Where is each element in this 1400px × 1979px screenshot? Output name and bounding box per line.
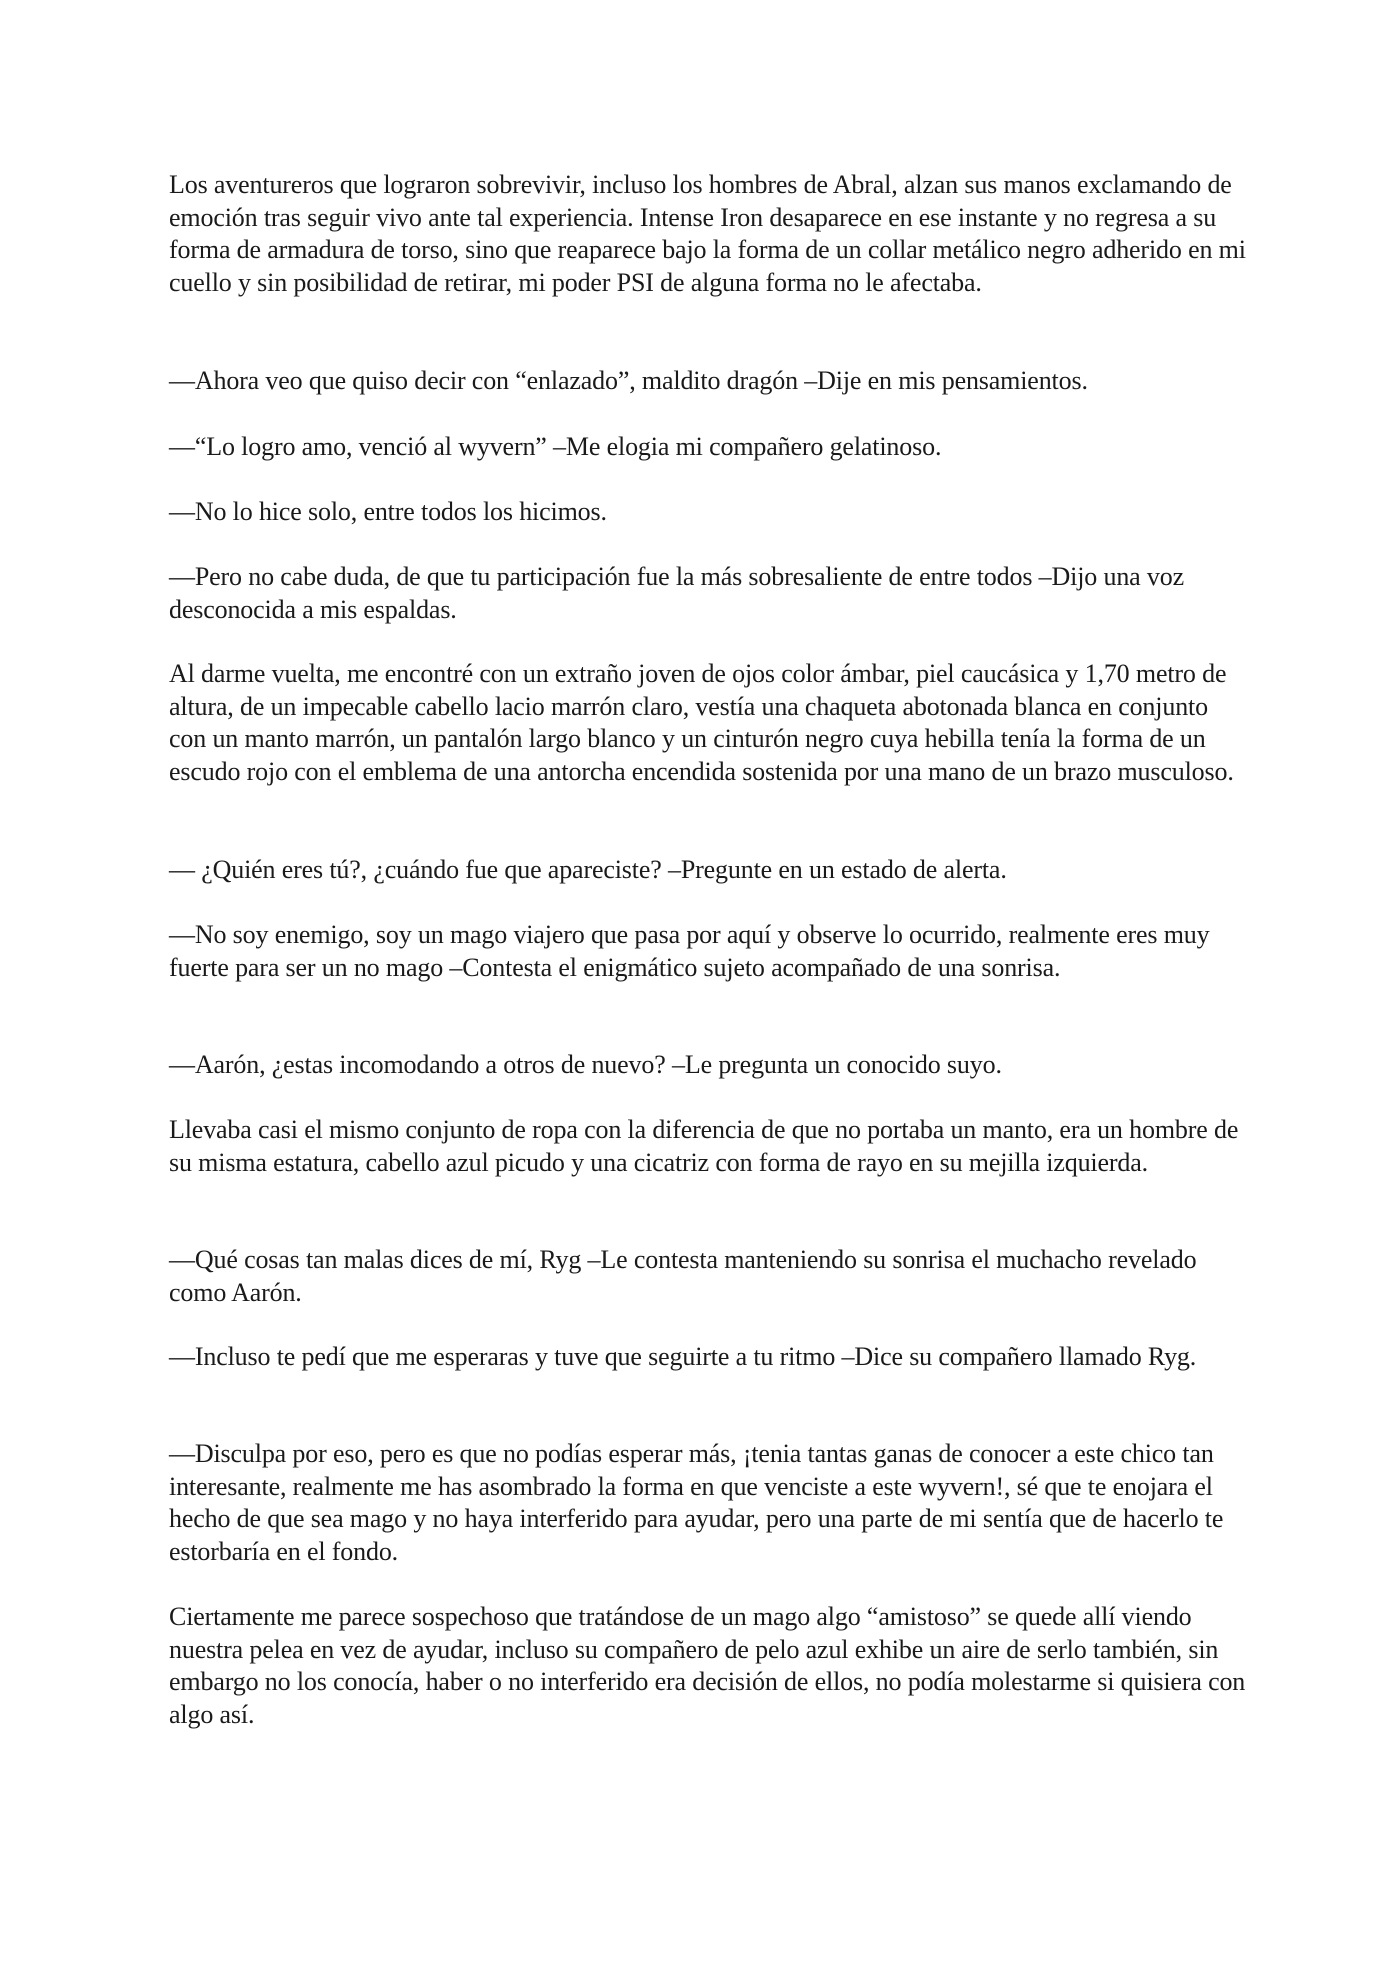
dialogue-paragraph: —Qué cosas tan malas dices de mí, Ryg –Le contesta manteniendo su sonrisa el muchacho revelado como Aarón. — [169, 1245, 1197, 1307]
dialogue-paragraph: —Incluso te pedí que me esperaras y tuve que seguirte a tu ritmo –Dice su compañero llamado Ryg. — [169, 1342, 1197, 1371]
dialogue-paragraph: —Aarón, ¿estas incomodando a otros de nuevo? –Le pregunta un conocido suyo. — [169, 1050, 1002, 1079]
dialogue-paragraph: —No soy enemigo, soy un mago viajero que pasa por aquí y observe lo ocurrido, realmente eres muy fuerte para ser un no mago –Contesta el enigmático sujeto acompañado de una sonrisa. — [169, 920, 1210, 982]
dialogue-paragraph: —“Lo logro amo, venció al wyvern” –Me elogia mi compañero gelatinoso. — [169, 432, 942, 461]
dialogue-paragraph: — ¿Quién eres tú?, ¿cuándo fue que apareciste? –Pregunte en un estado de alerta. — [169, 855, 1007, 884]
dialogue-paragraph: —No lo hice solo, entre todos los hicimos. — [169, 497, 607, 526]
narration-paragraph: Llevaba casi el mismo conjunto de ropa con la diferencia de que no portaba un manto, era un hombre de su misma estatura, cabello azul picudo y una cicatriz con forma de rayo en su mejilla izquierda. — [169, 1115, 1239, 1177]
dialogue-paragraph: —Disculpa por eso, pero es que no podías esperar más, ¡tenia tantas ganas de conocer a este chico tan interesante, realmente me has asombrado la forma en que venciste a este wyvern!, sé que te enojara el hecho de que sea mago y no haya interferido para ayudar, pero una parte de mi sentía que de hacerlo te estorbaría en el fondo. — [169, 1439, 1224, 1566]
narration-paragraph: Los aventureros que lograron sobrevivir, incluso los hombres de Abral, alzan sus manos exclamando de emoción tras seguir vivo ante tal experiencia. Intense Iron desaparece en ese instante y no regresa a su forma de armadura de torso, sino que reaparece bajo la forma de un collar metálico negro adherido en mi cuello y sin posibilidad de retirar, mi poder PSI de alguna forma no le afectaba. — [169, 170, 1246, 297]
narration-paragraph: Al darme vuelta, me encontré con un extraño joven de ojos color ámbar, piel caucásica y 1,70 metro de altura, de un impecable cabello lacio marrón claro, vestía una chaqueta abotonada blanca en conjunto con un manto marrón, un pantalón largo blanco y un cinturón negro cuya hebilla tenía la forma de un escudo rojo con el emblema de una antorcha encendida sostenida por una mano de un brazo musculoso. — [169, 659, 1234, 786]
dialogue-paragraph: —Ahora veo que quiso decir con “enlazado”, maldito dragón –Dije en mis pensamientos. — [169, 366, 1088, 395]
dialogue-paragraph: —Pero no cabe duda, de que tu participación fue la más sobresaliente de entre todos –Dijo una voz desconocida a mis espaldas. — [169, 562, 1185, 624]
narration-paragraph: Ciertamente me parece sospechoso que tratándose de un mago algo “amistoso” se quede allí viendo nuestra pelea en vez de ayudar, incluso su compañero de pelo azul exhibe un aire de serlo también, sin embargo no los conocía, haber o no interferido era decisión de ellos, no podía molestarme si quisiera con algo así. — [169, 1602, 1246, 1729]
